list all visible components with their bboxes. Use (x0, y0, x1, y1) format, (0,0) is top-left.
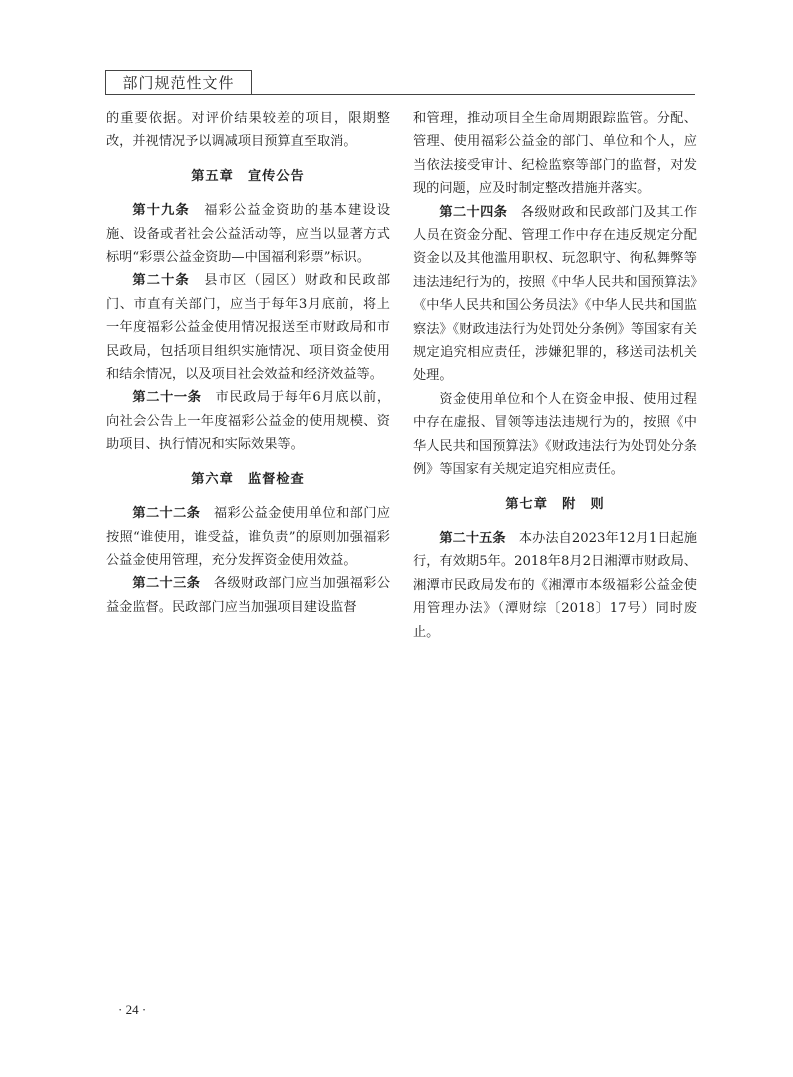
left-column (106, 107, 390, 619)
article-23-number: 第二十三条 (132, 576, 201, 592)
article-25-text: 本办法自2023年12月1日起施行，有效期5年。2018年8月2日湘潭市财政局、湘潭市民政局发布的《湘潭市本级福彩公益金使用管理办法》（潭财综〔2018〕17号）同时废止。 (413, 530, 697, 640)
article-23 (106, 572, 390, 619)
article-24-text: 各级财政和民政部门及其工作人员在资金分配、管理工作中存在违反规定分配资金以及其他滥用职权、玩忽职守、徇私舞弊等违法违纪行为的，按照《中华人民共和国预算法》《中华人民共和国公务员法》《中华人民共和国监察法》《财政违法行为处罚处分条例》等国家有关规定追究相应责任，涉嫌犯罪的，移送司法机关处理。 (413, 204, 698, 384)
chapter-6-title: 第六章 监督检查 (191, 471, 305, 487)
section-label: 部门规范性文件 (122, 74, 235, 92)
article-25-number: 第二十五条 (439, 530, 506, 546)
article-22-number: 第二十二条 (132, 506, 201, 522)
header-rule (105, 94, 695, 95)
continuation-paragraph: 和管理，推动项目全生命周期跟踪监管。分配、管理、使用福彩公益金的部门、单位和个人，应当依法接受审计、纪检监察等部门的监督，对发现的问题，应及时制定整改措施并落实。 (413, 111, 697, 197)
article-20-text: 县市区（园区）财政和民政部门、市直有关部门，应当于每年3月底前，将上一年度福彩公益金使用情况报送至市财政局和市民政局，包括项目组织实施情况、项目资金使用和结余情况，以及项目社会效益和经济效益等。 (106, 273, 391, 383)
intro-paragraph: 的重要依据。对评价结果较差的项目，限期整改，并视情况予以调减项目预算直至取消。 (106, 111, 390, 150)
chapter-7-title: 第七章 附 则 (505, 496, 605, 512)
article-25 (413, 527, 697, 644)
article-23-text: 各级财政部门应当加强福彩公益金监督。民政部门应当加强项目建设监督 (106, 576, 391, 615)
article-20-number: 第二十条 (132, 273, 190, 289)
article-22 (106, 502, 390, 572)
funds-paragraph: 资金使用单位和个人在资金申报、使用过程中存在虚报、冒领等违法违规行为的，按照《中华人民共和国预算法》《财政违法行为处罚处分条例》等国家有关规定追究相应责任。 (413, 391, 697, 478)
article-21-number: 第二十一条 (132, 390, 202, 406)
chapter-5-title: 第五章 宣传公告 (191, 168, 305, 184)
article-20 (106, 269, 390, 386)
article-19-number: 第十九条 (132, 203, 190, 219)
section-header-box (105, 70, 252, 94)
article-21 (106, 386, 390, 456)
page-number: · 24 · (118, 1002, 147, 1017)
article-21-text: 市民政局于每年6月底以前，向社会公告上一年度福彩公益金的使用规模、资助项目、执行情况和实际效果等。 (106, 390, 391, 453)
article-24 (413, 201, 697, 388)
article-24-number: 第二十四条 (439, 204, 508, 220)
right-column (413, 107, 697, 644)
article-22-text: 福彩公益金使用单位和部门应按照“谁使用，谁受益，谁负责”的原则加强福彩公益金使用管理，充分发挥资金使用效益。 (106, 506, 391, 568)
article-19 (106, 199, 390, 269)
article-19-text: 福彩公益金资助的基本建设设施、设备或者社会公益活动等，应当以显著方式标明“彩票公益金资助—中国福利彩票”标识。 (106, 203, 391, 266)
